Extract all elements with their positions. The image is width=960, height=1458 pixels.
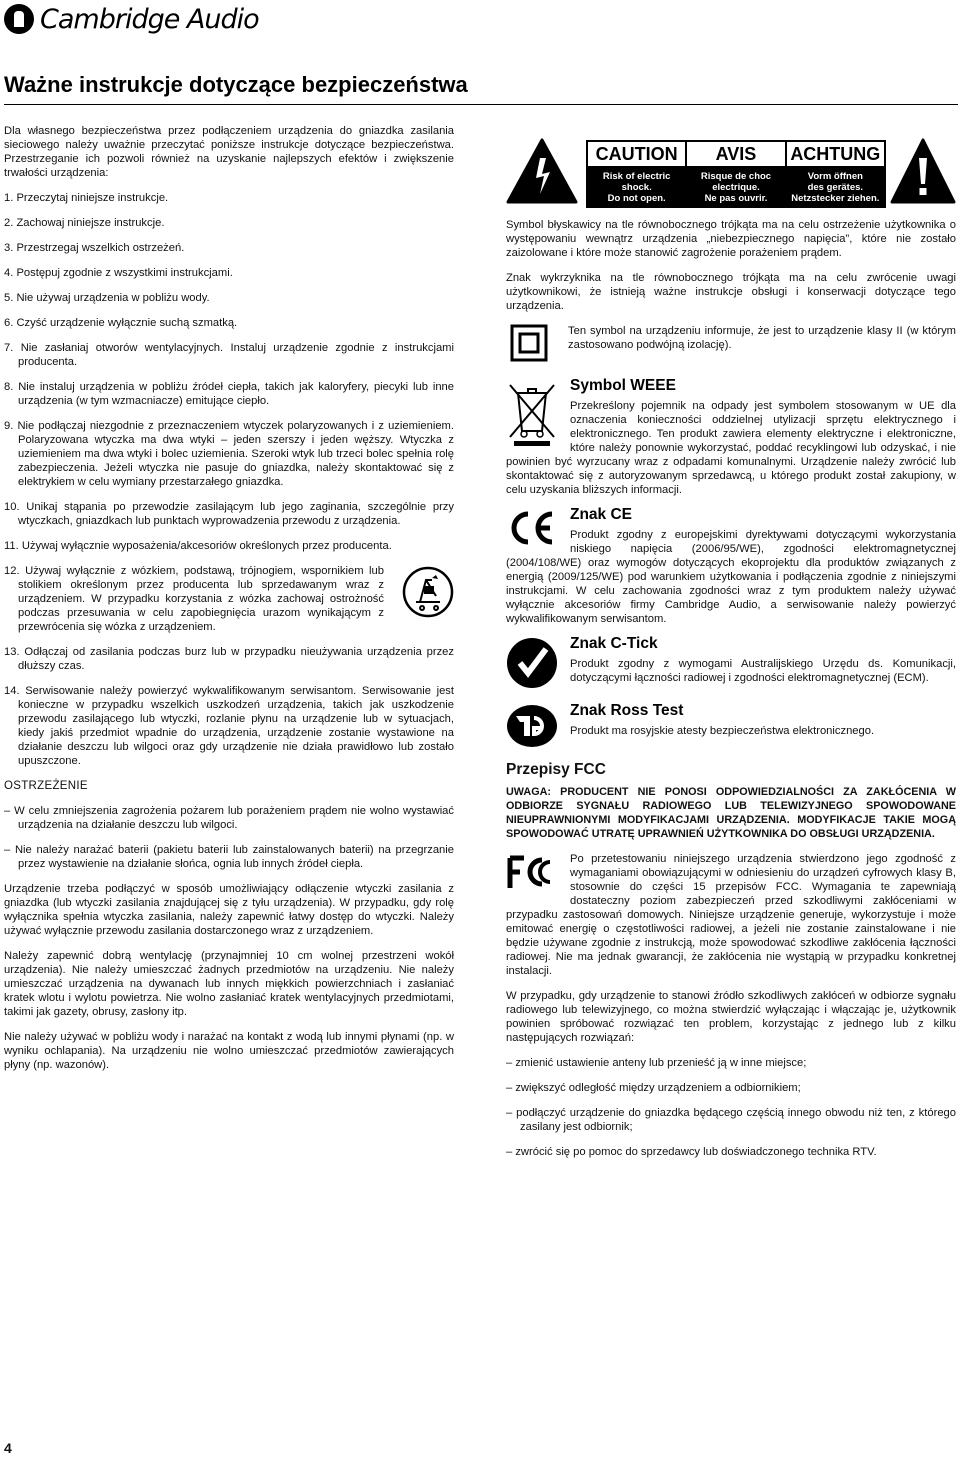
warning-label-caution [588, 142, 685, 206]
exclamation-triangle-icon [890, 138, 956, 204]
instruction-item-cart [4, 564, 454, 634]
avis-heading: AVIS [687, 142, 784, 168]
double-insulation-icon [506, 324, 550, 364]
ce-mark-icon [506, 508, 558, 548]
instruction-item: 7. Nie zasłaniaj otworów wentylacyjnych. Instaluj urządzenie zgodnie z instrukcjami producenta. [4, 342, 454, 368]
ce-text: Produkt zgodny z europejskimi dyrektywami dotyczącymi wykorzystania niskiego napięcia (2006/95/WE), zgodności elektromagnetycznej (2004/108/WE) oraz wymogów dotyczących ekoprojektu dla produktów związanych z energią (2009/125/WE) pod warunkiem użytkowania i podłączenia zgodnie z niniejszymi instrukcjami. W celu zachowania zgodności wraz z tym produktem należy używać wyłącznie akcesoriów firmy Cambridge Audio, a serwisowanie należy powierzyć wykwalifikowanym serwisantom. [506, 529, 956, 625]
instruction-item: 6. Czyść urządzenie wyłącznie suchą szmatką. [4, 317, 238, 329]
fcc-warning: UWAGA: PRODUCENT NIE PONOSI ODPOWIEDZIALNOŚCI ZA ZAKŁÓCENIA W ODBIORZE SYGNAŁU RADIOWEGO LUB TELEWIZYJNEGO SPOWODOWANE NIEUPRAWNIONYMI MODYFIKACJAMI URZĄDZENIA. MODYFIKACJE TAKIE MOGĄ SPOWODOWAĆ UTRATĘ UPRAWNIEŃ UŻYTKOWNIKA DO OBSŁUGI URZĄDZENIA. [506, 786, 956, 840]
weee-text: Przekreślony pojemnik na odpady jest symbolem stosowanym w UE dla oznaczenia konieczności oddzielnej utylizacji sprzętu elektrycznego i elektronicznego. Ten produkt zawiera elementy elektryczne i elektroniczne, które należy ponownie wykorzystać, poddać recyklingowi lub odzyskać, i nie powinien być wyrzucany wraz z odpadami komunalnymi. Urządzenie należy zwrócić lub skontaktować się z autoryzowanym sprzedawcą, u którego produkt został zakupiony, w celu uzyskania bliższych informacji. [506, 400, 956, 496]
ross-test-icon [506, 704, 558, 748]
instruction-item: 1. Przeczytaj niniejsze instrukcje. [4, 192, 169, 204]
class2-block [506, 324, 956, 368]
cart-tip-warning-icon [402, 566, 454, 618]
achtung-text: Vorm öffnen des gerätes. Netzstecker ziehen. [787, 168, 884, 206]
achtung-heading: ACHTUNG [787, 142, 884, 168]
body-paragraph: Nie należy używać w pobliżu wody i narażać na kontakt z wodą lub innymi płynami (np. w wyniku ochlapania). Na urządzeniu nie wolno umieszczać przedmiotów zawierających płyny (np. wazonów). [4, 1031, 454, 1071]
page-title: Ważne instrukcje dotyczące bezpieczeństwa [4, 72, 468, 97]
ctick-text: Produkt zgodny z wymogami Australijskiego Urzędu ds. Komunikacji, dotyczącymi łączności radiowej i zgodności elektromagnetycznej (ECM). [570, 658, 956, 684]
fcc-remedy-item: – podłączyć urządzenie do gniazdka będącego częścią innego obwodu niż ten, z którego zasilany jest odbiornik; [506, 1107, 956, 1133]
brand-logo [4, 2, 259, 36]
fcc-title: Przepisy FCC [506, 761, 606, 778]
caution-text: Risk of electric shock. Do not open. [588, 168, 685, 206]
left-column [4, 124, 454, 1083]
warning-item: – W celu zmniejszenia zagrożenia pożarem lub porażeniem prądem nie wolno wystawiać urządzenia na działanie deszczu lub wilgoci. [4, 805, 454, 831]
warning-item: – Nie należy narażać baterii (pakietu baterii lub zainstalowanych baterii) na przegrzanie przez wystawienie na działanie słońca, ognia lub innych źródeł ciepła. [4, 844, 454, 870]
instruction-item: 3. Przestrzegaj wszelkich ostrzeżeń. [4, 242, 185, 254]
warning-heading: OSTRZEŻENIE [4, 780, 88, 792]
exclamation-symbol-text: Znak wykrzyknika na tle równobocznego trójkąta ma na celu zwrócenie uwagi użytkownikowi, że istnieją ważne instrukcje obsługi i konserwacji dotyczące tego urządzenia. [506, 272, 956, 312]
lightning-symbol-text: Symbol błyskawicy na tle równobocznego trójkąta ma na celu ostrzeżenie użytkownika o występowaniu wewnątrz urządzenia „niebezpiecznego napięcia”, które nie zostało zaizolowane i które może stanowić zagrożenie porażeniem prądem. [506, 219, 956, 259]
avis-text: Risque de choc electrique. Ne pas ouvrir. [687, 168, 784, 206]
c-tick-icon [506, 637, 558, 689]
body-paragraph: Urządzenie trzeba podłączyć w sposób umożliwiający odłączenie wtyczki zasilania z gniazdka (lub wtyczki zasilania znajdującej się z tyłu urządzenia). W przypadku, gdy rolę wyłącznika spełnia wtyczka zasilania, należy zapewnić łatwy dostęp do wtyczki. Należy używać wyłącznie przewodu zasilania dostarczonego wraz z urządzeniem. [4, 883, 454, 937]
ctick-block [506, 637, 956, 693]
weee-bin-icon [506, 379, 558, 447]
warning-label-achtung [785, 142, 884, 206]
fcc-block [506, 852, 956, 978]
instruction-item: 2. Zachowaj niniejsze instrukcje. [4, 217, 165, 229]
brand-name: Cambridge Audio [40, 3, 259, 35]
instruction-item: 12. Używaj wyłącznie z wózkiem, podstawą, trójnogiem, wspornikiem lub stolikiem określonym przez producenta lub sprzedawanym wraz z urządzeniem. W przypadku korzystania z wózka zachowaj ostrożność podczas przesuwania w celu zapobiegnięcia urazom wynikającym z przewrócenia się wózka z urządzeniem. [4, 565, 384, 633]
ctick-title: Znak C-Tick [570, 635, 658, 652]
fcc-remedy-item: – zwiększyć odległość między urządzeniem a odbiornikiem; [506, 1082, 801, 1094]
ross-text: Produkt ma rosyjskie atesty bezpieczeństwa elektronicznego. [570, 725, 875, 737]
instruction-item: 13. Odłączaj od zasilania podczas burz lub w przypadku nieużywania urządzenia przez dłuższy czas. [4, 646, 454, 672]
instruction-item: 14. Serwisowanie należy powierzyć wykwalifikowanym serwisantom. Serwisowanie jest konieczne w przypadku wszelkich uszkodzeń urządzenia, takich jak uszkodzenie przewodu zasilającego lub wtyczki, rozlanie płynu na urządzenie lub w sytuacjach, kiedy jakiś przedmiot wpadnie do urządzenia, urządzenie zostanie wystawione na działanie deszczu lub wilgoci oraz gdy urządzenie nie działa prawidłowo lub zostało upuszczone. [4, 685, 454, 767]
fcc-text-2: W przypadku, gdy urządzenie to stanowi źródło szkodliwych zakłóceń w odbiorze sygnału radiowego lub telewizyjnego, co można stwierdzić wyłączając i włączając je, użytkownik powinien spróbować rozwiązać ten problem, korzystając z jednego lub z kilku następujących rozwiązań: [506, 990, 956, 1044]
instruction-item: 10. Unikaj stąpania po przewodzie zasilającym lub jego zaginania, szczególnie przy wtyczkach, gniazdkach lub punktach wyprowadzenia przewodu z urządzenia. [4, 501, 454, 527]
shock-warning-label [506, 138, 956, 208]
instruction-item: 5. Nie używaj urządzenia w pobliżu wody. [4, 292, 210, 304]
intro-paragraph: Dla własnego bezpieczeństwa przez podłączeniem urządzenia do gniazdka zasilania sieciowego należy uważnie przeczytać poniższe instrukcje dotyczące bezpieczeństwa. Przestrzeganie ich pozwoli również na uzyskanie najlepszych efektów i zwiększenie trwałości urządzenia: [4, 125, 454, 179]
fcc-text: Po przetestowaniu niniejszego urządzenia stwierdzono jego zgodność z wymaganiami obowiązującymi w odniesieniu do urządzeń cyfrowych klasy B, stosownie do części 15 przepisów FCC. Wymagania te zapewniają dostateczny poziom zabezpieczeń przed szkodliwymi zakłóceniami w przypadku zastosowań domowych. Niniejsze urządzenie generuje, wykorzystuje i może emitować energię o częstotliwości radiowej, a jeżeli nie zostanie zainstalowane i nie będzie używane zgodnie z instrukcją, może spowodować szkodliwe zakłócenia łączności radiowej. Nie ma jednak gwarancji, że zakłócenia nie wystąpią w przypadku konkretnej instalacji. [506, 853, 956, 977]
instruction-item: 11. Używaj wyłącznie wyposażenia/akcesoriów określonych przez producenta. [4, 540, 392, 552]
weee-title: Symbol WEEE [570, 377, 676, 394]
instruction-item: 4. Postępuj zgodnie z wszystkimi instrukcjami. [4, 267, 233, 279]
ce-title: Znak CE [570, 506, 633, 523]
instruction-item: 9. Nie podłączaj niezgodnie z przeznaczeniem wtyczek polaryzowanych i z uziemieniem. Polaryzowana wtyczka ma dwa wtyki – jeden szerszy i jeden węższy. Wtyczka z uziemieniem ma dwa wtyki i bolec uziemienia. Szeroki wtyk lub trzeci bolec spełnia rolę zabezpieczenia. Jeżeli wtyczka nie pasuje do gniazdka, należy skontaktować się z elektrykiem w celu wymiany przestarzałego gniazdka. [4, 420, 454, 488]
warning-label-box [586, 140, 886, 208]
page-number: 4 [4, 1440, 12, 1456]
brand-logo-icon [4, 4, 34, 34]
ross-title: Znak Ross Test [570, 702, 684, 719]
title-divider [4, 104, 958, 105]
lightning-triangle-icon [506, 138, 578, 204]
ce-block [506, 508, 956, 626]
caution-heading: CAUTION [588, 142, 685, 168]
fcc-remedy-item: – zwrócić się po pomoc do sprzedawcy lub doświadczonego technika RTV. [506, 1146, 877, 1158]
instruction-item: 8. Nie instaluj urządzenia w pobliżu źródeł ciepła, takich jak kaloryfery, piecyki lub inne urządzenia (w tym wzmacniacze) emitujące ciepło. [4, 381, 454, 407]
body-paragraph: Należy zapewnić dobrą wentylację (przynajmniej 10 cm wolnej przestrzeni wokół urządzenia). Nie należy umieszczać żadnych przedmiotów na urządzeniu. Nie należy umieszczać urządzenia na dywanach lub innych miękkich powierzchniach i zasłaniać kratek wlotu i wylotu powietrza. Nie wolno zasłaniać kratek wentylacyjnych przedmiotami, takimi jak gazety, obrusy, zasłony itp. [4, 950, 454, 1018]
ross-block [506, 704, 956, 752]
weee-block [506, 379, 956, 497]
fcc-remedy-item: – zmienić ustawienie anteny lub przenieść ją w inne miejsce; [506, 1057, 807, 1069]
fcc-logo-icon [506, 852, 558, 892]
right-column [506, 138, 956, 1170]
warning-label-avis [685, 142, 784, 206]
class2-text: Ten symbol na urządzeniu informuje, że jest to urządzenie klasy II (w którym zastosowano podwójną izolację). [568, 325, 956, 351]
